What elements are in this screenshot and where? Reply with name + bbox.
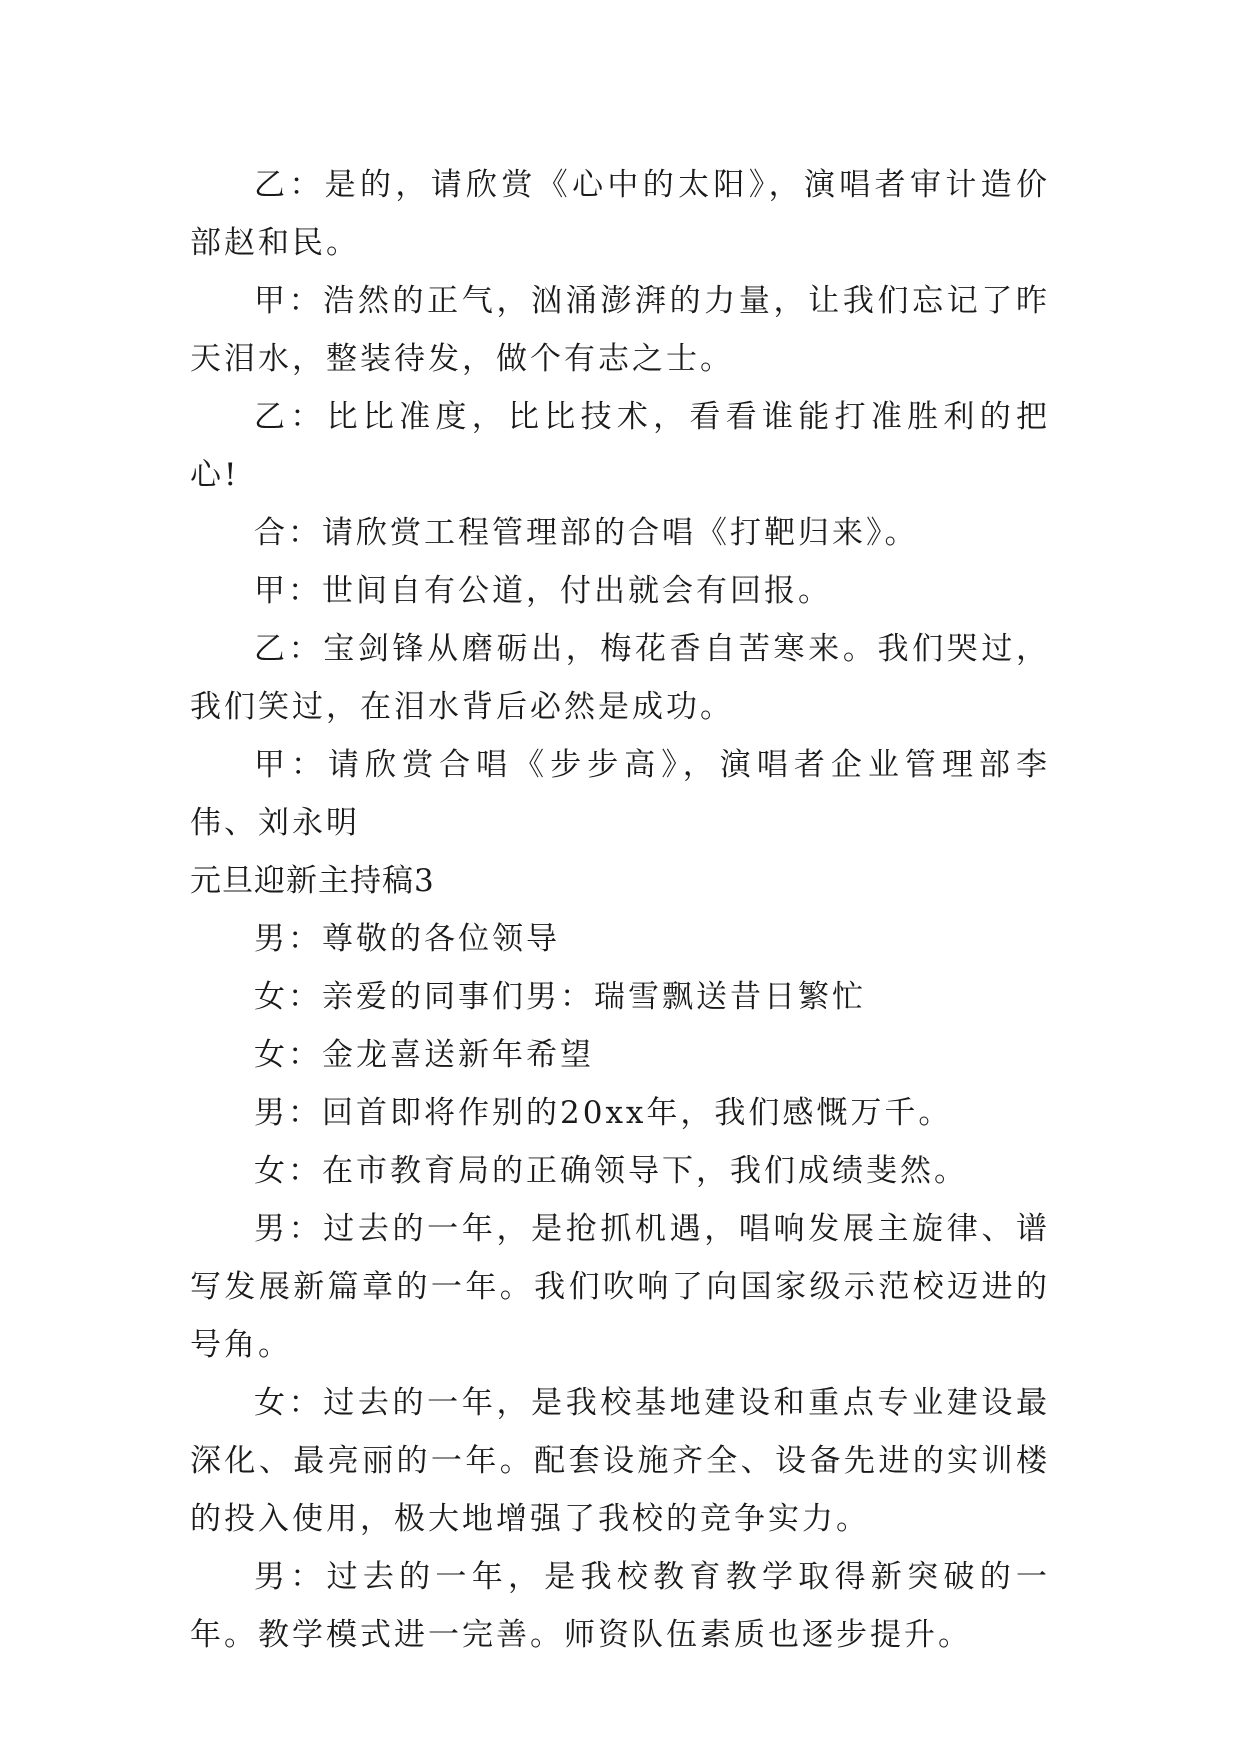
paragraph: 甲：浩然的正气，汹涌澎湃的力量，让我们忘记了昨天泪水，整装待发，做个有志之士。 [190, 283, 1050, 377]
paragraph: 男：过去的一年，是我校教育教学取得新突破的一年。教学模式进一完善。师资队伍素质也逐步提升。 [190, 1559, 1050, 1653]
paragraph: 女：亲爱的同事们男：瑞雪飘送昔日繁忙 [254, 979, 866, 1015]
paragraph: 女：过去的一年，是我校基地建设和重点专业建设最深化、最亮丽的一年。配套设施齐全、设备先进的实训楼的投入使用，极大地增强了我校的竞争实力。 [190, 1385, 1050, 1537]
paragraph: 男：过去的一年，是抢抓机遇，唱响发展主旋律、谱写发展新篇章的一年。我们吹响了向国家级示范校迈进的号角。 [190, 1211, 1050, 1363]
paragraph: 男：尊敬的各位领导 [254, 921, 560, 957]
paragraph: 乙：比比准度，比比技术，看看谁能打准胜利的把心! [190, 399, 1050, 493]
paragraph: 甲：世间自有公道，付出就会有回报。 [254, 573, 832, 609]
paragraph: 甲：请欣赏合唱《步步高》，演唱者企业管理部李伟、刘永明 [190, 747, 1050, 841]
paragraph: 女：在市教育局的正确领导下，我们成绩斐然。 [254, 1153, 968, 1189]
paragraph: 女：金龙喜送新年希望 [254, 1037, 594, 1073]
paragraph: 乙：宝剑锋从磨砺出，梅花香自苦寒来。我们哭过，我们笑过，在泪水背后必然是成功。 [190, 631, 1050, 725]
paragraph: 合：请欣赏工程管理部的合唱《打靶归来》。 [254, 515, 919, 551]
section-title: 元旦迎新主持稿3 [190, 863, 435, 899]
paragraph: 男：回首即将作别的20xx年，我们感慨万千。 [254, 1095, 953, 1131]
paragraph: 乙：是的，请欣赏《心中的太阳》，演唱者审计造价部赵和民。 [190, 167, 1050, 261]
document-body [190, 156, 1050, 1664]
